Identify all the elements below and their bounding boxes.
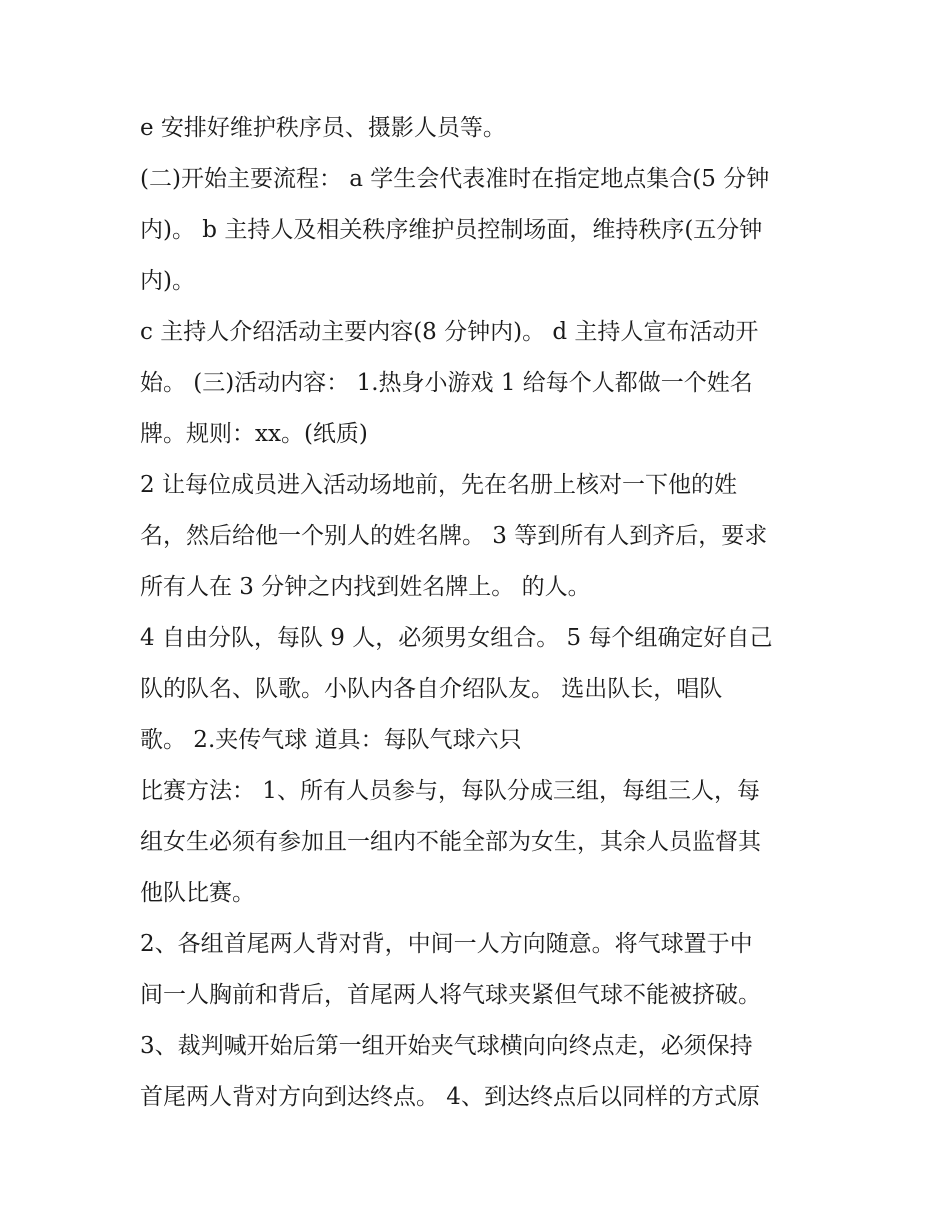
text-line: 歌。 2.夹传气球 道具：每队气球六只 — [140, 727, 522, 753]
text-line: 所有人在 3 分钟之内找到姓名牌上。 的人。 — [140, 574, 591, 600]
text-line: 间一人胸前和背后，首尾两人将气球夹紧但气球不能被挤破。 — [140, 982, 761, 1008]
text-line: 名，然后给他一个别人的姓名牌。 3 等到所有人到齐后，要求 — [140, 523, 768, 549]
text-line: 组女生必须有参加且一组内不能全部为女生，其余人员监督其 — [140, 829, 761, 855]
text-line: 2、各组首尾两人背对背，中间一人方向随意。将气球置于中 — [140, 931, 753, 957]
text-line: 2 让每位成员进入活动场地前，先在名册上核对一下他的姓 — [140, 472, 737, 498]
text-line: (二)开始主要流程： a 学生会代表准时在指定地点集合(5 分钟 — [140, 166, 770, 192]
text-line: 比赛方法： 1、所有人员参与，每队分成三组，每组三人，每 — [140, 778, 760, 804]
text-line: 3、裁判喊开始后第一组开始夹气球横向向终点走，必须保持 — [140, 1033, 753, 1059]
text-line: 始。 (三)活动内容： 1.热身小游戏 1 给每个人都做一个姓名 — [140, 370, 753, 396]
text-line: 首尾两人背对方向到达终点。 4、到达终点后以同样的方式原 — [140, 1084, 760, 1110]
text-line: 他队比赛。 — [140, 880, 255, 906]
text-line: e 安排好维护秩序员、摄影人员等。 — [140, 115, 506, 141]
text-line: 4 自由分队，每队 9 人，必须男女组合。 5 每个组确定好自己 — [140, 625, 773, 651]
text-line: c 主持人介绍活动主要内容(8 分钟内)。 d 主持人宣布活动开 — [140, 319, 759, 345]
document-body — [140, 103, 820, 1123]
text-line: 队的队名、队歌。小队内各自介绍队友。 选出队长，唱队 — [140, 676, 723, 702]
text-line: 内)。 b 主持人及相关秩序维护员控制场面，维持秩序(五分钟 — [140, 217, 763, 243]
text-line: 牌。规则：xx。(纸质) — [140, 421, 368, 447]
text-line: 内)。 — [140, 268, 195, 294]
